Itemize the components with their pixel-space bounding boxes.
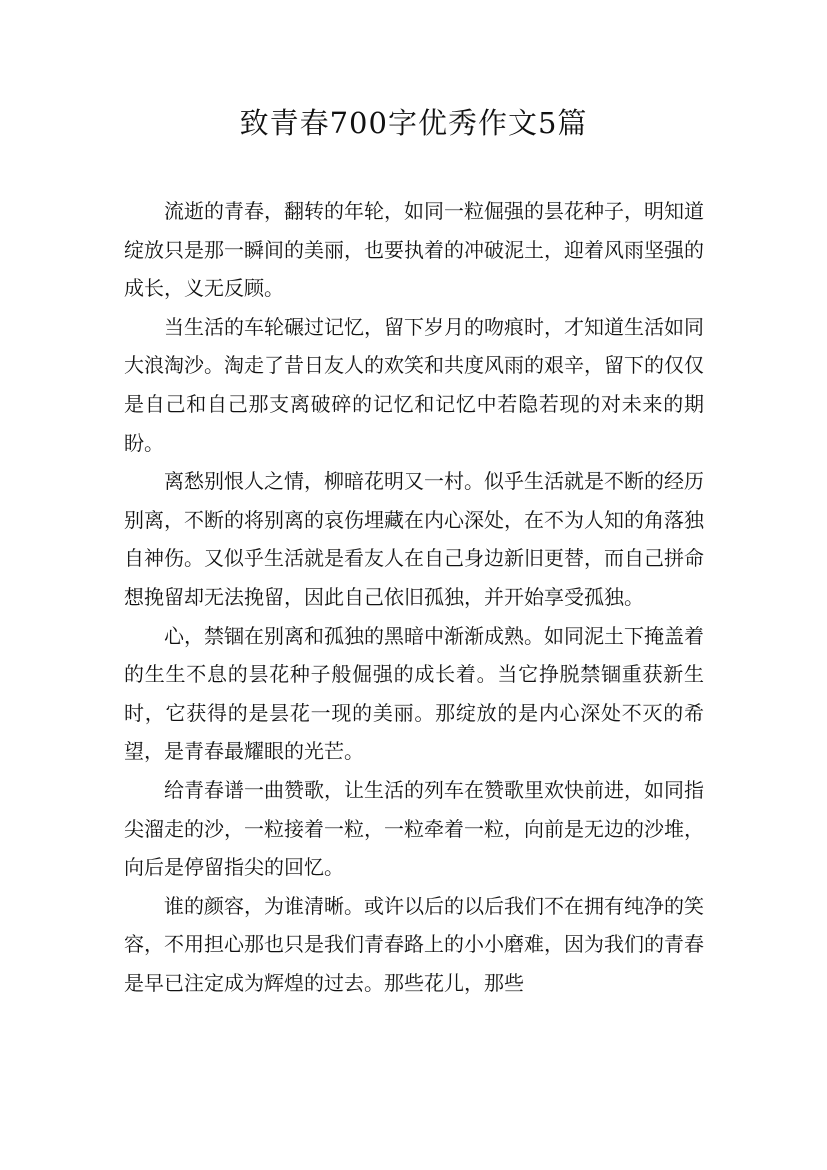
paragraph-1: 流逝的青春，翻转的年轮，如同一粒倔强的昙花种子，明知道绽放只是那一瞬间的美丽，也要执着的冲破泥土，迎着风雨坚强的成长，义无反顾。 <box>124 199 704 301</box>
paragraph-2: 当生活的车轮碾过记忆，留下岁月的吻痕时，才知道生活如同大浪淘沙。淘走了昔日友人的欢笑和共度风雨的艰辛，留下的仅仅是自己和自己那支离破碎的记忆和记忆中若隐若现的对未来的期盼。 <box>124 314 704 455</box>
paragraph-6: 谁的颜容，为谁清晰。或许以后的以后我们不在拥有纯净的笑容，不用担心那也只是我们青春路上的小小磨难，因为我们的青春是早已注定成为辉煌的过去。那些花儿，那些 <box>124 893 704 995</box>
document-title: 致青春700字优秀作文5篇 <box>239 106 588 140</box>
document-body <box>124 192 704 1002</box>
paragraph-3: 离愁别恨人之情，柳暗花明又一村。似乎生活就是不断的经历别离，不断的将别离的哀伤埋藏在内心深处，在不为人知的角落独自神伤。又似乎生活就是看友人在自己身边新旧更替，而自己拼命想挽留却无法挽留，因此自己依旧孤独，并开始享受孤独。 <box>124 469 704 609</box>
paragraph-4: 心，禁锢在别离和孤独的黑暗中渐渐成熟。如同泥土下掩盖着的生生不息的昙花种子般倔强的成长着。当它挣脱禁锢重获新生时，它获得的是昙花一现的美丽。那绽放的是内心深处不灭的希望，是青春最耀眼的光芒。 <box>124 623 704 764</box>
paragraph-5: 给青春谱一曲赞歌，让生活的列车在赞歌里欢快前进，如同指尖溜走的沙，一粒接着一粒，一粒牵着一粒，向前是无边的沙堆，向后是停留指尖的回忆。 <box>124 777 704 880</box>
